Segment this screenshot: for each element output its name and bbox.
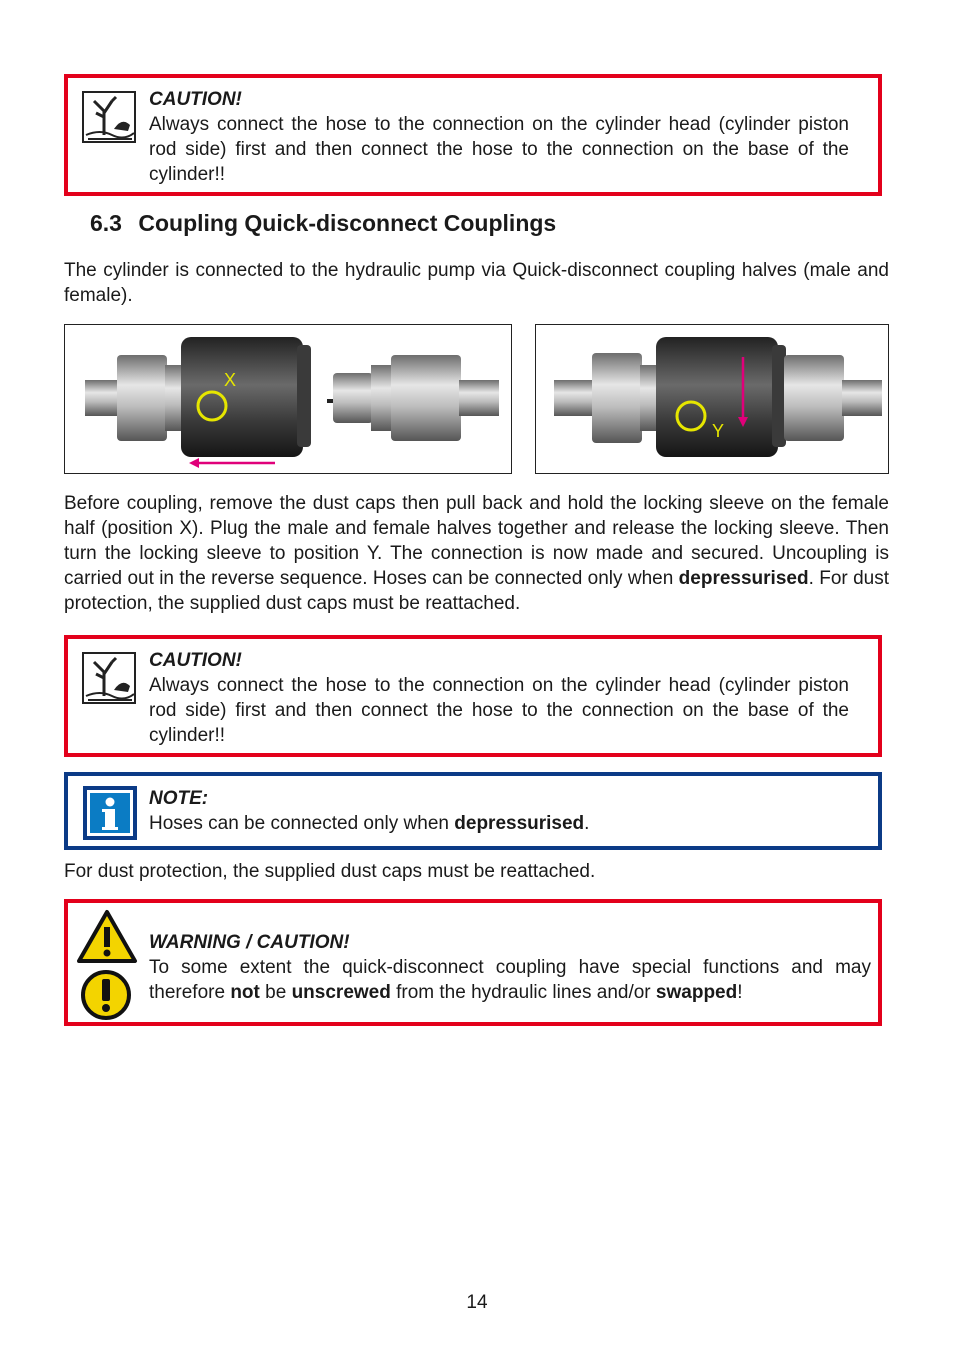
note-box bbox=[64, 772, 882, 850]
position-y-marker bbox=[677, 402, 705, 430]
environment-hazard-icon bbox=[82, 652, 136, 709]
warning-body: To some extent the quick-disconnect coupling have special functions and may therefore not be unscrewed from the hydraulic lines and/or swapped! bbox=[149, 957, 871, 1003]
coupling-photo-locked bbox=[535, 324, 889, 474]
instructions-bold: depressurised bbox=[678, 568, 809, 589]
warning-box bbox=[64, 899, 882, 1026]
note-body: Hoses can be connected only when depressurised. bbox=[149, 813, 590, 834]
section-title: Coupling Quick-disconnect Couplings bbox=[138, 210, 557, 236]
note-text bbox=[149, 786, 849, 836]
coupling-photo-open bbox=[64, 324, 512, 474]
environment-hazard-icon bbox=[82, 91, 136, 148]
caution-text bbox=[149, 648, 849, 748]
info-icon bbox=[82, 785, 138, 846]
caution-box bbox=[64, 74, 882, 196]
position-x-marker bbox=[198, 392, 226, 420]
label-x: X bbox=[224, 370, 237, 390]
instructions-text-end: . For dust protection, the supplied dust caps must be reattached. bbox=[64, 568, 889, 614]
instructions-paragraph bbox=[64, 491, 889, 616]
exclamation-circle-icon bbox=[80, 969, 132, 1026]
caution-title: CAUTION! bbox=[149, 650, 242, 671]
page-number: 14 bbox=[466, 1292, 488, 1313]
note-title: NOTE: bbox=[149, 788, 209, 809]
dust-protection-text: For dust protection, the supplied dust caps must be reattached. bbox=[64, 861, 596, 882]
label-y: Y bbox=[712, 421, 725, 441]
caution-text bbox=[149, 87, 849, 187]
section-number: 6.3 bbox=[90, 210, 122, 236]
caution-body: Always connect the hose to the connection on the cylinder head (cylinder piston rod side) first and then connect the hose to the connection on the base of the cylinder!! bbox=[149, 675, 849, 746]
warning-title: WARNING / CAUTION! bbox=[149, 932, 350, 953]
caution-box bbox=[64, 635, 882, 757]
instructions-text: Before coupling, remove the dust caps then pull back and hold the locking sleeve on the female half (position X). Plug the male and female halves together and release the locking sleeve. Then turn the locking sleeve to position Y. The connection is now made and secured. Uncoupling is carried out in the reverse sequence. Hoses can be connected only when bbox=[64, 493, 889, 589]
caution-title: CAUTION! bbox=[149, 89, 242, 110]
warning-text bbox=[149, 930, 871, 1005]
warning-triangle-icon bbox=[76, 909, 138, 970]
caution-body: Always connect the hose to the connection on the cylinder head (cylinder piston rod side) first and then connect the hose to the connection on the base of the cylinder!! bbox=[149, 114, 849, 185]
intro-paragraph: The cylinder is connected to the hydraulic pump via Quick-disconnect coupling halves (male and female). bbox=[64, 260, 889, 306]
section-heading bbox=[90, 210, 556, 237]
